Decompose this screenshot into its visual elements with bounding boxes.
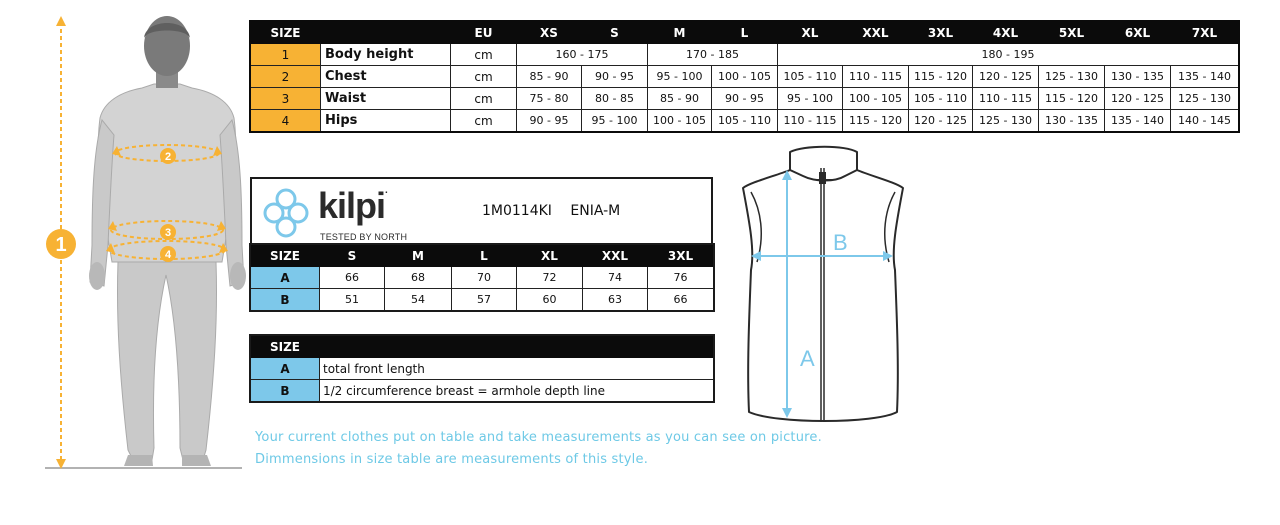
value-cell: 120 - 125 [973,66,1039,88]
header-cell: SIZE [251,245,320,267]
svg-text:3: 3 [164,227,172,239]
table-row-a [251,267,714,289]
table-row-b [251,289,714,311]
row-unit: cm [451,88,517,110]
value-cell: 72 [517,267,583,289]
value-cell: 51 [320,289,385,311]
value-cell: 170 - 185 [648,44,778,66]
brand-tagline: TESTED BY NORTH [320,232,408,242]
value-cell: 100 - 105 [648,110,712,132]
value-cell: 105 - 110 [712,110,778,132]
header-cell: 4XL [973,22,1039,44]
value-cell: 63 [583,289,648,311]
value-cell: 57 [452,289,517,311]
value-cell: 68 [385,267,452,289]
legend-description: 1/2 circumference breast = armhole depth line [320,380,714,402]
value-cell: 76 [648,267,714,289]
value-cell: 120 - 125 [909,110,973,132]
value-cell: 95 - 100 [582,110,648,132]
product-code: 1M0114KI [482,203,552,219]
value-cell: 60 [517,289,583,311]
value-cell: 74 [583,267,648,289]
value-cell: 90 - 95 [582,66,648,88]
value-cell: 140 - 145 [1171,110,1239,132]
value-cell: 85 - 90 [517,66,582,88]
row-label: A [251,267,320,289]
value-cell: 130 - 135 [1105,66,1171,88]
legend-description: total front length [320,358,714,380]
value-cell: 125 - 130 [1039,66,1105,88]
row-number: 2 [251,66,321,88]
value-cell: 105 - 110 [909,88,973,110]
product-name: ENIA-M [570,203,621,219]
product-identifier [482,203,620,219]
svg-text:A: A [800,346,815,371]
header-cell [321,22,451,44]
value-cell: 110 - 115 [778,110,843,132]
legend-row-b [251,380,714,402]
marker-2 [160,148,176,164]
value-cell: 90 - 95 [517,110,582,132]
header-cell: EU [451,22,517,44]
header-cell [320,336,714,358]
value-cell: 180 - 195 [778,44,1239,66]
row-label: Waist [321,88,451,110]
value-cell: 100 - 105 [712,66,778,88]
row-number: 4 [251,110,321,132]
value-cell: 66 [320,267,385,289]
row-number: 1 [251,44,321,66]
brand-wordmark: kilpi. [318,185,387,226]
value-cell: 120 - 125 [1105,88,1171,110]
value-cell: 90 - 95 [712,88,778,110]
header-cell: L [452,245,517,267]
value-cell: 95 - 100 [778,88,843,110]
value-cell: 115 - 120 [843,110,909,132]
value-cell: 110 - 115 [973,88,1039,110]
value-cell: 110 - 115 [843,66,909,88]
brand-card [250,177,713,244]
row-label: B [251,380,320,402]
table-row-waist [251,88,1239,110]
value-cell: 54 [385,289,452,311]
size-header-row [251,22,1239,44]
size-header-row [251,245,714,267]
product-size-table [250,244,714,311]
row-label: B [251,289,320,311]
header-cell: M [385,245,452,267]
svg-text:B: B [833,230,848,255]
row-unit: cm [451,66,517,88]
header-cell: XL [517,245,583,267]
kilpi-knot-logo-icon [260,185,312,241]
legend-header-row [251,336,714,358]
value-cell: 160 - 175 [517,44,648,66]
measurement-legend-table [250,335,714,402]
svg-text:4: 4 [164,249,172,261]
svg-text:1: 1 [55,234,67,256]
table-row-chest [251,66,1239,88]
value-cell: 125 - 130 [973,110,1039,132]
measurement-instruction-note: Your current clothes put on table and take measurements as you can see on picture. [255,430,822,445]
header-cell: SIZE [251,22,321,44]
body-silhouette [89,16,246,466]
header-cell: L [712,22,778,44]
body-size-table [250,21,1239,132]
row-label: Hips [321,110,451,132]
value-cell: 130 - 135 [1039,110,1105,132]
header-cell: 7XL [1171,22,1239,44]
header-cell: 6XL [1105,22,1171,44]
header-cell: 3XL [648,245,714,267]
row-label: Chest [321,66,451,88]
svg-text:2: 2 [164,151,172,163]
vest-outline [743,147,903,421]
marker-1 [46,229,76,259]
value-cell: 105 - 110 [778,66,843,88]
value-cell: 75 - 80 [517,88,582,110]
header-cell: 3XL [909,22,973,44]
value-cell: 70 [452,267,517,289]
row-unit: cm [451,110,517,132]
header-cell: XXL [843,22,909,44]
row-label: Body height [321,44,451,66]
row-label: A [251,358,320,380]
value-cell: 85 - 90 [648,88,712,110]
body-measurement-figure [0,0,250,525]
value-cell: 115 - 120 [1039,88,1105,110]
header-cell: XL [778,22,843,44]
header-cell: SIZE [251,336,320,358]
value-cell: 95 - 100 [648,66,712,88]
header-cell: M [648,22,712,44]
value-cell: 115 - 120 [909,66,973,88]
marker-3 [160,224,176,240]
dimensions-note: Dimmensions in size table are measurements of this style. [255,452,649,467]
value-cell: 125 - 130 [1171,88,1239,110]
table-row-hips [251,110,1239,132]
header-cell: XS [517,22,582,44]
row-number: 3 [251,88,321,110]
row-unit: cm [451,44,517,66]
value-cell: 135 - 140 [1105,110,1171,132]
header-cell: XXL [583,245,648,267]
table-row-body-height [251,44,1239,66]
legend-row-a [251,358,714,380]
vest-diagram [735,140,915,430]
value-cell: 80 - 85 [582,88,648,110]
value-cell: 66 [648,289,714,311]
header-cell: S [320,245,385,267]
value-cell: 100 - 105 [843,88,909,110]
header-cell: 5XL [1039,22,1105,44]
header-cell: S [582,22,648,44]
marker-4 [160,246,176,262]
value-cell: 135 - 140 [1171,66,1239,88]
